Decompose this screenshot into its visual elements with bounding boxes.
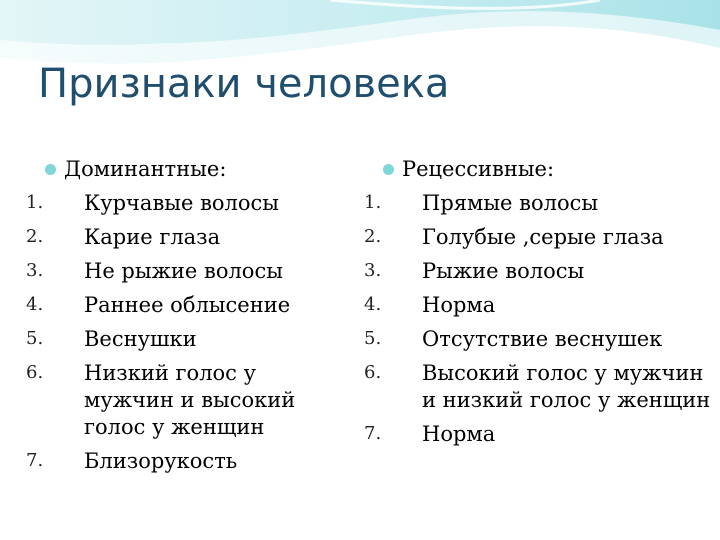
item-text: Норма	[422, 293, 496, 317]
item-number: 4.	[364, 294, 382, 315]
bullet-icon	[45, 164, 56, 175]
item-text: Рыжие волосы	[422, 259, 585, 283]
recessive-column	[364, 152, 716, 451]
item-text: Прямые волосы	[422, 191, 599, 215]
list-item	[26, 288, 346, 322]
list-item	[364, 186, 716, 220]
item-text: Раннее облысение	[84, 293, 291, 317]
item-text: Голубые ,серые глаза	[422, 225, 664, 249]
bullet-icon	[383, 164, 394, 175]
item-number: 6.	[364, 362, 382, 383]
list-item	[364, 322, 716, 356]
item-text: Отсутствие веснушек	[422, 327, 663, 351]
list-item	[364, 288, 716, 322]
list-item	[364, 417, 716, 451]
item-number: 7.	[26, 450, 44, 471]
list-item	[364, 356, 716, 417]
recessive-list	[364, 186, 716, 451]
dominant-list	[26, 186, 346, 478]
list-item	[26, 444, 346, 478]
item-number: 5.	[26, 328, 44, 349]
item-number: 6.	[26, 362, 44, 383]
item-text: Норма	[422, 422, 496, 446]
list-item	[26, 322, 346, 356]
item-text: Веснушки	[84, 327, 197, 351]
item-text: Близорукость	[84, 449, 238, 473]
list-item	[26, 356, 346, 444]
item-text: Низкий голос у мужчин и высокий голос у женщин	[84, 361, 296, 439]
recessive-heading	[364, 152, 716, 186]
page-title: Признаки человека	[38, 61, 450, 107]
item-number: 1.	[364, 192, 382, 213]
item-number: 2.	[364, 226, 382, 247]
recessive-heading-label: Рецессивные:	[402, 157, 555, 181]
item-number: 2.	[26, 226, 44, 247]
list-item	[26, 186, 346, 220]
dominant-heading	[26, 152, 346, 186]
item-text: Курчавые волосы	[84, 191, 280, 215]
item-text: Высокий голос у мужчин и низкий голос у женщин	[422, 361, 711, 412]
item-text: Карие глаза	[84, 225, 221, 249]
item-number: 5.	[364, 328, 382, 349]
list-item	[364, 220, 716, 254]
item-number: 3.	[26, 260, 44, 281]
item-number: 1.	[26, 192, 44, 213]
list-item	[364, 254, 716, 288]
item-text: Не рыжие волосы	[84, 259, 283, 283]
list-item	[26, 254, 346, 288]
item-number: 4.	[26, 294, 44, 315]
list-item	[26, 220, 346, 254]
item-number: 7.	[364, 423, 382, 444]
dominant-column	[26, 152, 346, 478]
dominant-heading-label: Доминантные:	[64, 157, 227, 181]
item-number: 3.	[364, 260, 382, 281]
